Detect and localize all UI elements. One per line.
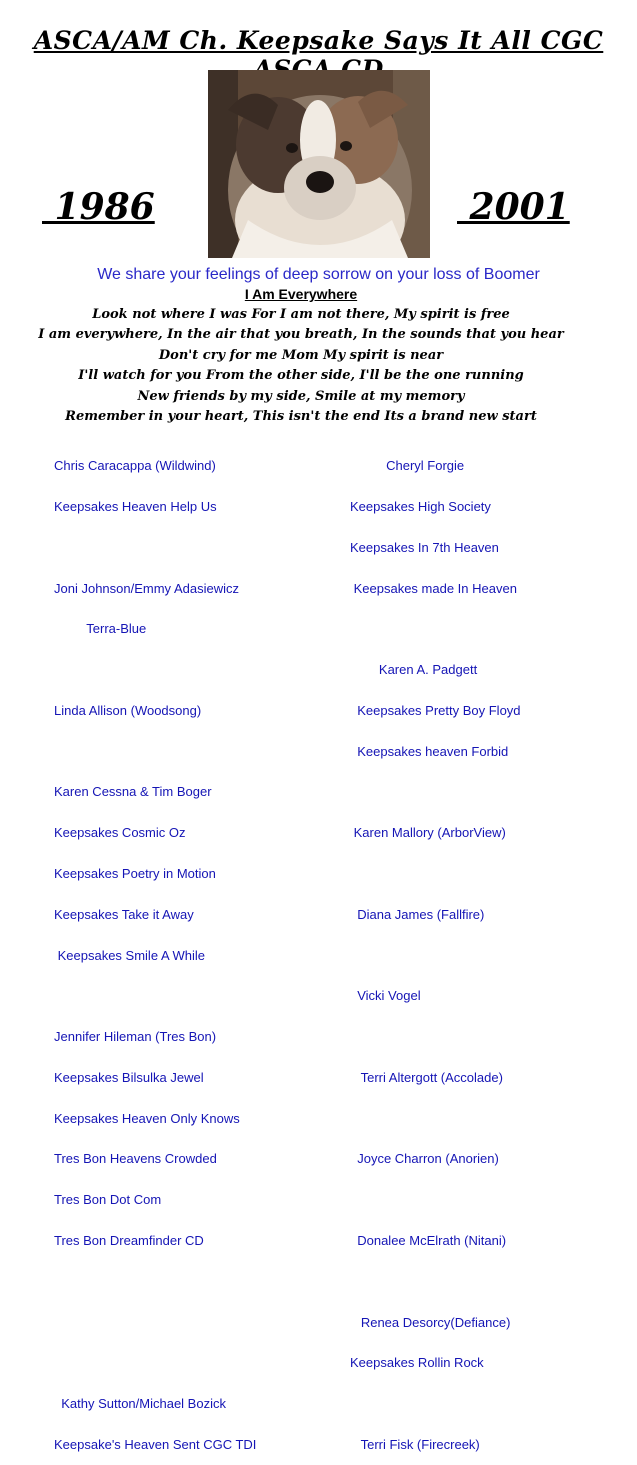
- poem-body: [0, 305, 602, 427]
- signer-line: Karen Cessna & Tim Boger: [54, 784, 212, 800]
- signer-line: [350, 867, 521, 881]
- signer-line: Linda Allison (Woodsong): [54, 702, 202, 718]
- signer-line: Kathy Sutton/Michael Bozick: [54, 1396, 226, 1412]
- signer-line: Keepsakes Cosmic Oz: [54, 825, 186, 841]
- signers-right-column: [350, 432, 521, 1465]
- signer-line: Keepsakes In 7th Heaven: [350, 539, 499, 555]
- signer-line: Donalee McElrath (Nitani): [350, 1233, 507, 1249]
- signer-line: Renea Desorcy(Defiance): [350, 1314, 511, 1330]
- signer-line: Joni Johnson/Emmy Adasiewicz: [54, 580, 239, 596]
- signer-line: Keepsakes Heaven Help Us: [54, 498, 217, 514]
- poem-line: New friends by my side, Smile at my memory: [137, 388, 465, 404]
- signer-line: Diana James (Fallfire): [350, 906, 485, 922]
- signer-line: Tres Bon Heavens Crowded: [54, 1151, 217, 1167]
- signer-line: Vicki Vogel: [350, 988, 421, 1004]
- signer-line: Chris Caracappa (Wildwind): [54, 458, 216, 474]
- poem-line: I'll watch for you From the other side, I'll be the one running: [78, 368, 524, 384]
- signer-line: Joyce Charron (Anorien): [350, 1151, 499, 1167]
- signer-line: Terri Fisk (Firecreek): [350, 1436, 480, 1452]
- signer-line: Terra-Blue: [54, 621, 147, 637]
- signer-line: Keepsakes heaven Forbid: [350, 743, 509, 759]
- signer-line: [54, 989, 256, 1003]
- dog-photo: [208, 70, 430, 258]
- birth-year: 1986: [42, 186, 155, 228]
- signer-line: Tres Bon Dot Com: [54, 1192, 162, 1208]
- signer-line: Keepsakes made In Heaven: [350, 580, 517, 596]
- signer-line: Cheryl Forgie: [350, 458, 465, 474]
- poem-line: Remember in your heart, This isn't the end Its a brand new start: [65, 409, 537, 425]
- memorial-title: ASCA/AM Ch. Keepsake Says It All CGC: [33, 26, 604, 55]
- signer-line: Keepsakes Take it Away: [54, 906, 194, 922]
- signer-line: [350, 622, 521, 636]
- signer-line: [54, 1275, 256, 1289]
- signer-line: [350, 1275, 521, 1289]
- signer-line: [350, 1397, 521, 1411]
- signer-line: [54, 1356, 256, 1370]
- signer-line: [54, 1316, 256, 1330]
- condolence-line: We share your feelings of deep sorrow on your loss of Boomer: [97, 266, 540, 283]
- poem-line: Look not where I was For I am not there, My spirit is free: [92, 307, 510, 322]
- signer-line: Karen Mallory (ArborView): [350, 825, 506, 841]
- signers-left-column: [54, 432, 256, 1465]
- signer-line: [350, 1193, 521, 1207]
- signer-line: [54, 663, 256, 677]
- signer-line: Keepsake's Heaven Sent CGC TDI: [54, 1436, 257, 1452]
- signer-line: Keepsakes High Society: [350, 498, 491, 514]
- signer-line: [350, 949, 521, 963]
- signer-line: [54, 541, 256, 555]
- signer-line: Karen A. Padgett: [350, 662, 478, 678]
- signer-line: Terri Altergott (Accolade): [350, 1069, 503, 1085]
- signer-line: Keepsakes Bilsulka Jewel: [54, 1069, 204, 1085]
- signer-line: Jennifer Hileman (Tres Bon): [54, 1029, 217, 1045]
- signer-line: [350, 785, 521, 799]
- signer-line: Keepsakes Poetry in Motion: [54, 866, 216, 881]
- death-year: 2001: [457, 186, 570, 228]
- signer-line: Tres Bon Dreamfinder CD: [54, 1233, 204, 1249]
- signer-line: [54, 745, 256, 759]
- poem-line: Don't cry for me Mom My spirit is near: [158, 347, 444, 363]
- signer-line: Keepsakes Smile A While: [54, 947, 206, 963]
- signer-line: Keepsakes Pretty Boy Floyd: [350, 702, 521, 718]
- signer-line: [350, 1030, 521, 1044]
- signer-line: Keepsakes Rollin Rock: [350, 1355, 484, 1371]
- signer-line: Keepsakes Heaven Only Knows: [54, 1110, 240, 1126]
- signer-line: [350, 1112, 521, 1126]
- poem-title: I Am Everywhere: [244, 286, 358, 302]
- poem-line: I am everywhere, In the air that you breath, In the sounds that you hear: [38, 327, 564, 343]
